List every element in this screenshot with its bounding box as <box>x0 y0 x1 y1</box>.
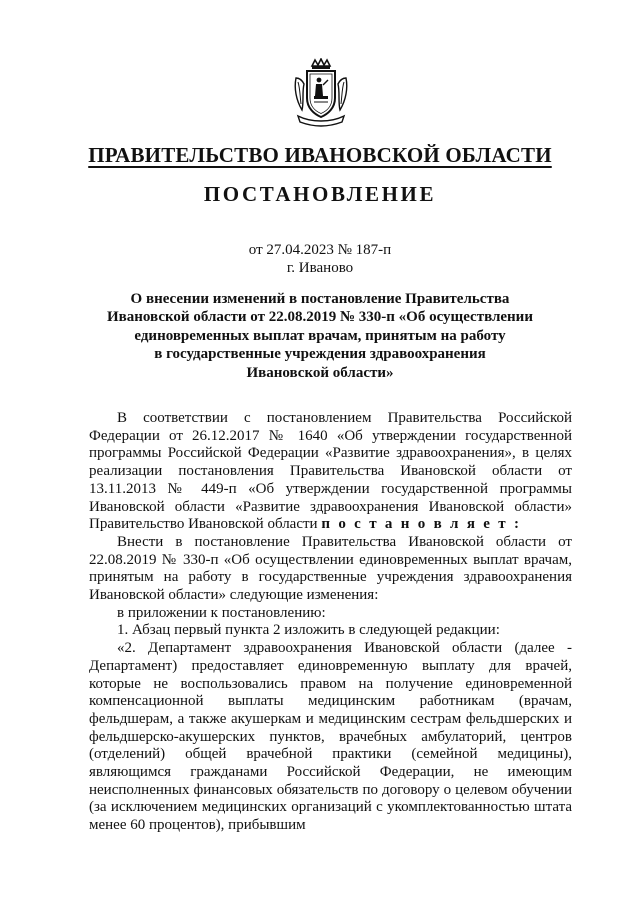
document-date-number: от 27.04.2023 № 187-п <box>248 242 392 258</box>
subject-line: единовременных выплат врачам, принятым на работу <box>134 327 506 344</box>
document-city: г. Иваново <box>286 260 354 276</box>
body-paragraph: «2. Департамент здравоохранения Ивановской области (далее - Департамент) предоставляет единовременную выплату для врачей, которые не воспользовались правом на получение единовременной компенсационной выплаты медицинским работникам (врачам, фельдшерам, а также акушеркам и медицинским сестрам фельдшерских и фельдшерско-акушерских пунктов, врачебных амбулаторий, центров (отделений) общей врачебной практики (семейной медицины), являющимся гражданами Российской Федерации, не имеющим неисполненных финансовых обязательств по договору о целевом обучении (за исключением медицинских организаций с укомплектованностью штата менее 60 процентов), прибывшим <box>89 640 572 834</box>
body-paragraph: Внести в постановление Правительства Ивановской области от 22.08.2019 № 330-п «Об осуществлении единовременных выплат врачам, принятым на работу в государственные учреждения здравоохранения Ивановской области» следующие изменения: <box>89 533 572 604</box>
body-paragraph <box>89 410 572 534</box>
document-type: ПОСТАНОВЛЕНИЕ <box>203 182 437 206</box>
subject-line: Ивановской области» <box>246 364 394 381</box>
body-paragraph: 1. Абзац первый пункта 2 изложить в следующей редакции: <box>117 622 500 639</box>
document-body <box>89 410 572 835</box>
resolves-emphasis: п о с т а н о в л я е т : <box>321 516 522 533</box>
subject-line: Ивановской области от 22.08.2019 № 330-п «Об осуществлении <box>107 309 533 326</box>
subject-line: О внесении изменений в постановление Правительства <box>130 291 510 307</box>
government-title: ПРАВИТЕЛЬСТВО ИВАНОВСКОЙ ОБЛАСТИ <box>88 143 552 167</box>
body-paragraph: в приложении к постановлению: <box>117 604 326 621</box>
coat-of-arms-icon <box>292 58 350 128</box>
paragraph-text: В соответствии с постановлением Правительства Российской Федерации от 26.12.2017 № 1640 «Об утверждении государственной программы Российской Федерации «Развитие здравоохранения», в целях реализации постановления Правительства Ивановской области от 13.11.2013 № 449-п «Об утверждении государственной программы Ивановской области «Развитие здравоохранения Ивановской области» Правительство Ивановской области <box>89 410 572 533</box>
subject-line: в государственные учреждения здравоохранения <box>154 346 486 363</box>
document-subject <box>100 290 540 382</box>
